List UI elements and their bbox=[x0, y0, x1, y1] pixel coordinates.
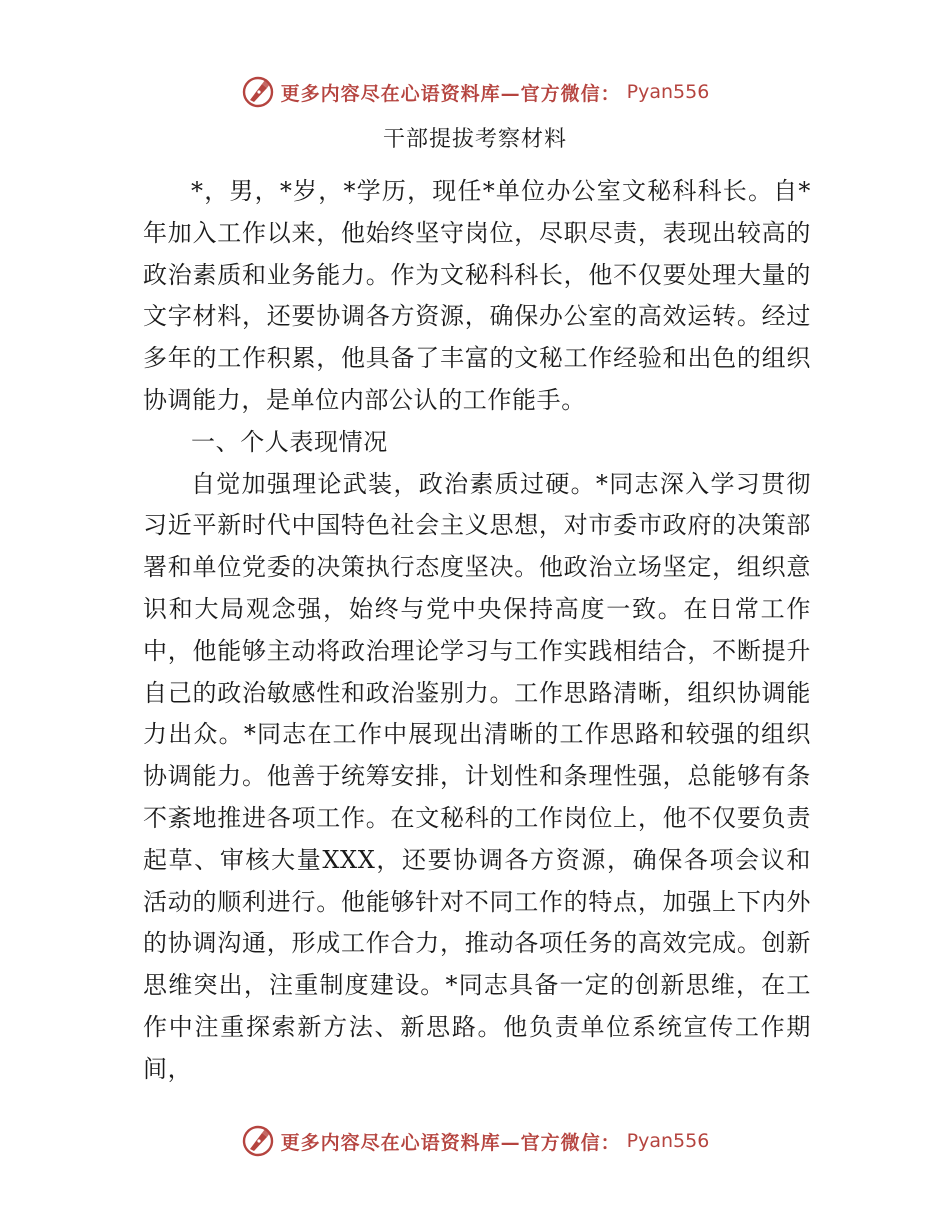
header-watermark-banner bbox=[0, 72, 950, 112]
banner-slogan: 更多内容尽在心语资料库—官方微信： bbox=[280, 1131, 621, 1154]
document-body bbox=[143, 171, 811, 1091]
banner-slogan: 更多内容尽在心语资料库—官方微信： bbox=[280, 82, 621, 105]
banner-wechat-id: Pyan556 bbox=[626, 81, 710, 103]
pen-nib-logo-icon bbox=[241, 75, 275, 109]
intro-paragraph: *，男，*岁，*学历，现任*单位办公室文秘科科长。自*年加入工作以来，他始终坚守岗位，尽职尽责，表现出较高的政治素质和业务能力。作为文秘科科长，他不仅要处理大量的文字材料，还要协调各方资源，确保办公室的高效运转。经过多年的工作积累，他具备了丰富的文秘工作经验和出色的组织协调能力，是单位内部公认的工作能手。 bbox=[143, 177, 811, 414]
banner-wechat-id: Pyan556 bbox=[626, 1130, 710, 1152]
body-paragraph: 自觉加强理论武装，政治素质过硬。*同志深入学习贯彻习近平新时代中国特色社会主义思想，对市委市政府的决策部署和单位党委的决策执行态度坚决。他政治立场坚定，组织意识和大局观念强，始终与党中央保持高度一致。在日常工作中，他能够主动将政治理论学习与工作实践相结合，不断提升自己的政治敏感性和政治鉴别力。工作思路清晰，组织协调能力出众。*同志在工作中展现出清晰的工作思路和较强的组织协调能力。他善于统筹安排，计划性和条理性强，总能够有条不紊地推进各项工作。在文秘科的工作岗位上，他不仅要负责起草、审核大量XXX，还要协调各方资源，确保各项会议和活动的顺利进行。他能够针对不同工作的特点，加强上下内外的协调沟通，形成工作合力，推动各项任务的高效完成。创新思维突出，注重制度建设。*同志具备一定的创新思维，在工作中注重探索新方法、新思路。他负责单位系统宣传工作期间， bbox=[143, 469, 811, 1083]
document-title: 干部提拔考察材料 bbox=[382, 127, 567, 152]
pen-nib-logo-icon bbox=[241, 1124, 275, 1158]
footer-watermark-banner bbox=[0, 1121, 950, 1161]
section-heading: 一、个人表现情况 bbox=[191, 427, 388, 456]
